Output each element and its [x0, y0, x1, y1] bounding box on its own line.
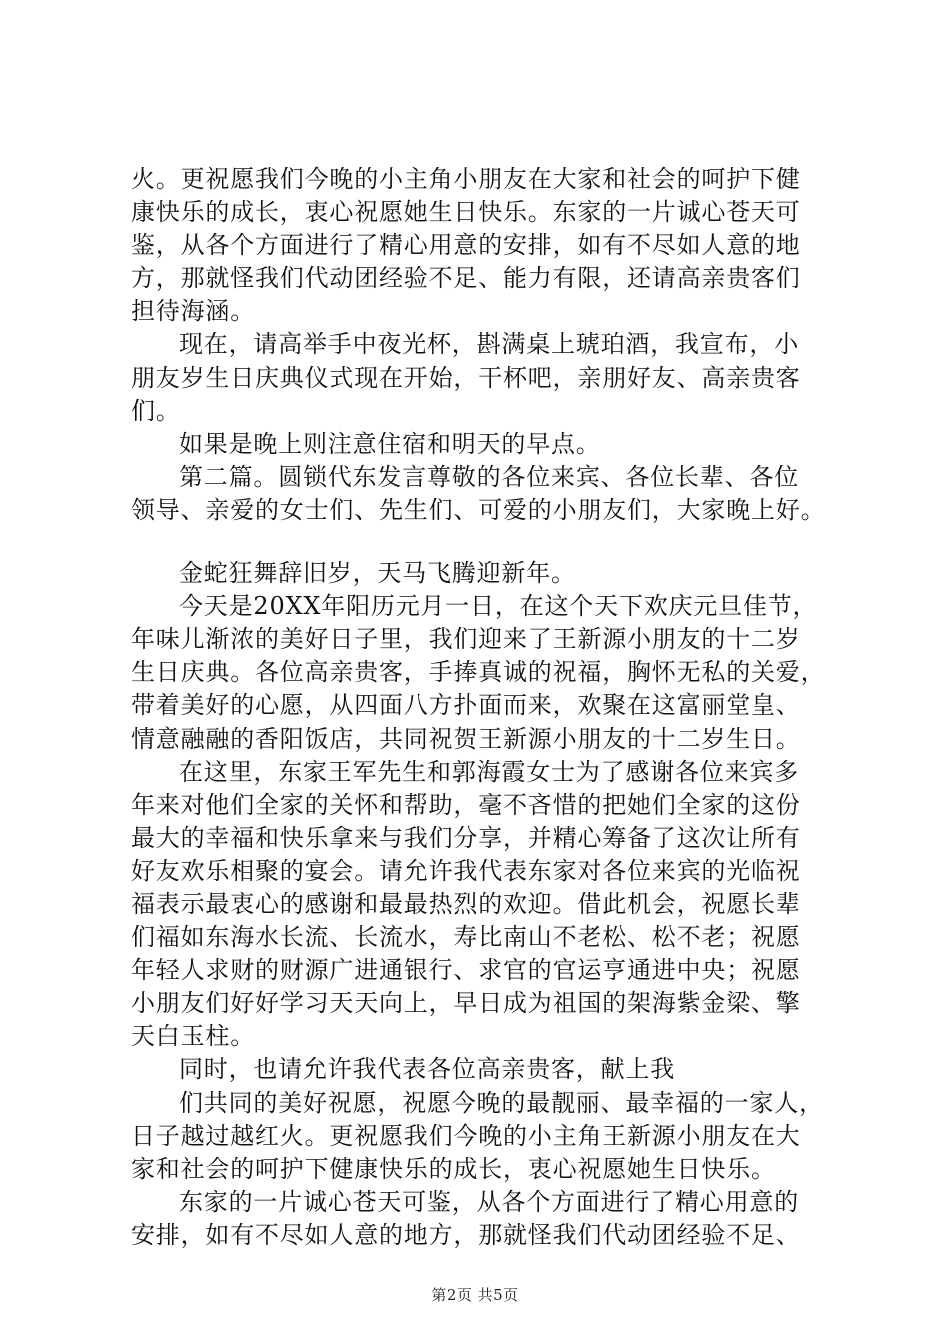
text-line: 同时，也请允许我代表各位高亲贵客，献上我 [179, 1055, 675, 1084]
text-line: 好友欢乐相聚的宴会。请允许我代表东家对各位来宾的光临祝 [131, 856, 801, 885]
text-line: 家和社会的呵护下健康快乐的成长，衷心祝愿她生日快乐。 [131, 1154, 776, 1183]
text-line: 们福如东海水长流、长流水，寿比南山不老松、松不老；祝愿 [131, 923, 801, 952]
text-line: 福表示最衷心的感谢和最最热烈的欢迎。借此机会，祝愿长辈 [131, 889, 801, 918]
text-line: 领导、亲爱的女士们、先生们、可爱的小朋友们，大家晚上好。 [131, 495, 826, 524]
text-line: 朋友岁生日庆典仪式现在开始，干杯吧，亲朋好友、高亲贵客 [131, 363, 801, 392]
text-line: 现在，请高举手中夜光杯，斟满桌上琥珀酒，我宣布，小 [179, 330, 799, 359]
text-line: 担待海涵。 [131, 297, 255, 326]
text-line: 第二篇。圆锁代东发言尊敬的各位来宾、各位长辈、各位 [179, 462, 799, 491]
page-number-footer: 第2页 共5页 [431, 1286, 519, 1304]
text-line: 今天是20XX年阳历元月一日，在这个天下欢庆元旦佳节， [179, 592, 818, 621]
text-line: 康快乐的成长，衷心祝愿她生日快乐。东家的一片诚心苍天可 [131, 198, 801, 227]
text-line: 火。更祝愿我们今晚的小主角小朋友在大家和社会的呵护下健 [131, 165, 801, 193]
text-line: 方，那就怪我们代动团经验不足、能力有限，还请高亲贵客们 [131, 264, 801, 293]
text-line: 在这里，东家王军先生和郭海霞女士为了感谢各位来宾多 [179, 757, 799, 786]
text-line: 安排，如有不尽如人意的地方，那就怪我们代动团经验不足、 [131, 1220, 801, 1249]
text-line: 们。 [131, 396, 181, 425]
text-line: 东家的一片诚心苍天可鉴，从各个方面进行了精心用意的 [179, 1187, 799, 1216]
text-line: 天白玉柱。 [131, 1022, 255, 1051]
text-line: 小朋友们好好学习天天向上，早日成为祖国的架海紫金梁、擎 [131, 989, 801, 1018]
document-body [131, 163, 851, 1252]
text-line: 最大的幸福和快乐拿来与我们分享，并精心筹备了这次让所有 [131, 823, 801, 852]
text-line: 年来对他们全家的关怀和帮助，毫不吝惜的把她们全家的这份 [131, 790, 801, 819]
text-line: 如果是晚上则注意住宿和明天的早点。 [179, 429, 601, 458]
text-line: 生日庆典。各位高亲贵客，手捧真诚的祝福，胸怀无私的关爱， [131, 658, 826, 687]
text-line: 带着美好的心愿，从四面八方扑面而来，欢聚在这富丽堂皇、 [131, 691, 801, 720]
text-line: 日子越过越红火。更祝愿我们今晚的小主角王新源小朋友在大 [131, 1121, 801, 1150]
text-line: 年轻人求财的财源广进通银行、求官的官运亨通进中央；祝愿 [131, 956, 801, 985]
paragraph-gap [131, 527, 851, 557]
text-line: 金蛇狂舞辞旧岁，天马飞腾迎新年。 [179, 559, 576, 588]
text-line: 们共同的美好祝愿，祝愿今晚的最靓丽、最幸福的一家人， [179, 1088, 824, 1117]
text-line: 情意融融的香阳饭店，共同祝贺王新源小朋友的十二岁生日。 [131, 724, 801, 753]
text-line: 年味儿渐浓的美好日子里，我们迎来了王新源小朋友的十二岁 [131, 625, 801, 654]
text-line: 鉴，从各个方面进行了精心用意的安排，如有不尽如人意的地 [131, 231, 801, 260]
